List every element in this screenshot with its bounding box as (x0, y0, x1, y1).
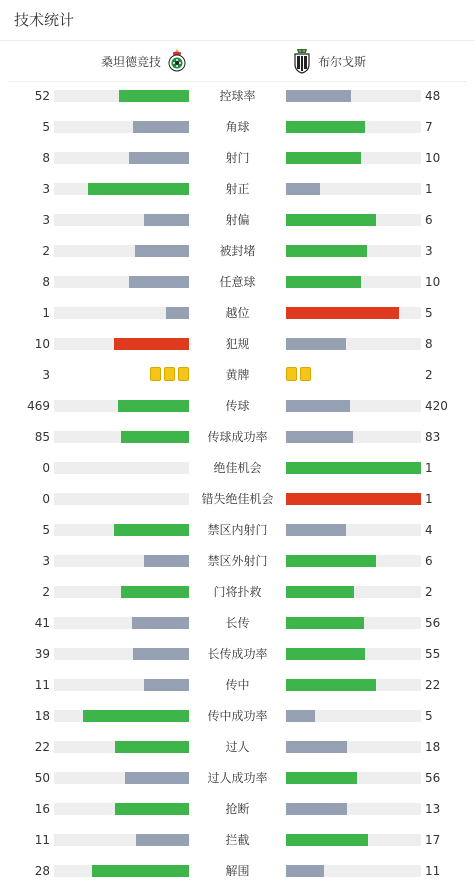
home-stat-bar (118, 400, 189, 412)
stat-label: 拦截 (225, 833, 250, 847)
home-stat-value: 3 (42, 182, 50, 196)
home-stat-bar-track (54, 338, 189, 350)
home-stat-bar-track (54, 121, 189, 133)
away-team[interactable] (292, 41, 366, 81)
home-stat-bar (133, 121, 189, 133)
home-stat-bar-track (54, 400, 189, 412)
away-stat-bar (286, 214, 376, 226)
away-stat-value: 55 (425, 647, 441, 661)
burgos-crest-icon (292, 48, 312, 74)
stat-row (0, 639, 475, 670)
away-team-name: 布尔戈斯 (318, 54, 367, 69)
stat-row (0, 360, 475, 391)
away-stat-bar (286, 462, 421, 474)
away-stat-bar-track (286, 803, 421, 815)
away-stat-bar-track (286, 834, 421, 846)
stat-row (0, 329, 475, 360)
away-stat-bar (286, 276, 361, 288)
home-stat-bar (144, 214, 189, 226)
away-stat-value: 2 (425, 368, 433, 382)
stat-label: 解围 (225, 864, 250, 878)
away-stat-bar (286, 152, 361, 164)
away-stat-bar (286, 338, 346, 350)
home-stat-bar (136, 834, 189, 846)
stat-row (0, 236, 475, 267)
home-stat-value: 52 (34, 89, 50, 103)
yellow-card-icon (150, 367, 161, 381)
away-stat-value: 56 (425, 771, 441, 785)
away-stat-value: 5 (425, 306, 433, 320)
stat-label: 射门 (225, 151, 250, 165)
stats-table (0, 81, 475, 887)
away-stat-value: 22 (425, 678, 441, 692)
away-stat-value: 18 (425, 740, 441, 754)
stat-label: 过人 (225, 740, 250, 754)
away-stat-value: 13 (425, 802, 441, 816)
stat-label: 禁区外射门 (207, 554, 268, 568)
away-stat-bar (286, 741, 347, 753)
home-stat-bar-track (54, 245, 189, 257)
home-stat-value: 5 (42, 120, 50, 134)
away-stat-value: 10 (425, 275, 441, 289)
home-stat-value: 18 (34, 709, 50, 723)
racing-santander-crest-icon (167, 48, 187, 74)
away-stat-value: 5 (425, 709, 433, 723)
away-stat-value: 83 (425, 430, 441, 444)
stat-row (0, 205, 475, 236)
stat-row (0, 143, 475, 174)
away-stat-value: 420 (425, 399, 448, 413)
home-stat-bar-track (54, 431, 189, 443)
away-stat-value: 7 (425, 120, 433, 134)
away-stat-bar-track (286, 710, 421, 722)
stat-row (0, 515, 475, 546)
home-stat-bar-track (54, 555, 189, 567)
stat-label: 被封堵 (219, 244, 256, 258)
stat-label: 犯规 (225, 337, 250, 351)
home-stat-bar-track (54, 493, 189, 505)
away-stat-bar (286, 121, 365, 133)
home-stat-bar-track (54, 586, 189, 598)
home-stat-bar (144, 555, 189, 567)
away-yellow-cards (286, 367, 311, 381)
away-stat-bar-track (286, 462, 421, 474)
page-title: 技术统计 (14, 11, 75, 29)
stat-row (0, 577, 475, 608)
away-stat-bar (286, 834, 368, 846)
home-stat-bar (129, 152, 189, 164)
home-stat-bar (114, 524, 189, 536)
away-stat-value: 6 (425, 213, 433, 227)
away-stat-bar-track (286, 276, 421, 288)
stat-row (0, 81, 475, 112)
home-stat-bar (88, 183, 189, 195)
stat-row (0, 298, 475, 329)
home-stat-bar (114, 338, 189, 350)
home-stat-value: 5 (42, 523, 50, 537)
home-stat-bar-track (54, 648, 189, 660)
away-stat-bar-track (286, 307, 421, 319)
home-stat-value: 11 (34, 833, 50, 847)
stat-label: 角球 (225, 120, 250, 134)
stat-row (0, 794, 475, 825)
home-stat-value: 469 (27, 399, 50, 413)
home-stat-value: 1 (42, 306, 50, 320)
away-stat-value: 8 (425, 337, 433, 351)
stat-label: 黄牌 (225, 368, 250, 382)
stat-row (0, 763, 475, 794)
away-stat-bar-track (286, 338, 421, 350)
stat-row (0, 701, 475, 732)
home-stat-value: 2 (42, 244, 50, 258)
stat-label: 抢断 (225, 802, 250, 816)
stat-label: 过人成功率 (207, 771, 268, 785)
home-stat-bar-track (54, 90, 189, 102)
away-stat-bar-track (286, 865, 421, 877)
home-stat-bar-track (54, 865, 189, 877)
away-stat-bar (286, 90, 351, 102)
home-stat-bar (133, 648, 189, 660)
away-stat-bar-track (286, 214, 421, 226)
home-stat-value: 10 (34, 337, 50, 351)
away-stat-value: 2 (425, 585, 433, 599)
away-stat-bar (286, 865, 324, 877)
stat-row (0, 174, 475, 205)
away-stat-value: 4 (425, 523, 433, 537)
away-stat-bar (286, 431, 353, 443)
away-stat-bar (286, 679, 376, 691)
away-stat-value: 1 (425, 182, 433, 196)
stat-label: 传球成功率 (207, 430, 268, 444)
stat-row (0, 825, 475, 856)
away-stat-value: 10 (425, 151, 441, 165)
away-stat-bar-track (286, 679, 421, 691)
home-stat-value: 28 (34, 864, 50, 878)
home-stat-bar (115, 741, 189, 753)
stat-row (0, 732, 475, 763)
team-header (8, 41, 467, 82)
home-team-name: 桑坦德竞技 (100, 54, 161, 69)
home-stat-bar-track (54, 183, 189, 195)
away-stat-bar-track (286, 586, 421, 598)
away-stat-bar (286, 400, 350, 412)
stat-label: 射正 (225, 182, 250, 196)
home-stat-bar-track (54, 524, 189, 536)
home-stat-bar-track (54, 152, 189, 164)
home-team[interactable] (101, 41, 187, 81)
home-stat-bar (166, 307, 189, 319)
stat-label: 传球 (225, 399, 250, 413)
away-stat-value: 11 (425, 864, 441, 878)
home-stat-value: 22 (34, 740, 50, 754)
home-stat-bar (115, 803, 189, 815)
away-stat-bar (286, 307, 399, 319)
stat-row (0, 267, 475, 298)
away-stat-bar-track (286, 245, 421, 257)
home-stat-value: 8 (42, 151, 50, 165)
home-stat-bar-track (54, 834, 189, 846)
stat-label: 任意球 (219, 275, 256, 289)
home-stat-bar-track (54, 214, 189, 226)
away-stat-bar (286, 617, 364, 629)
home-stat-value: 50 (34, 771, 50, 785)
stat-label: 禁区内射门 (207, 523, 268, 537)
home-stat-bar-track (54, 462, 189, 474)
stat-row (0, 112, 475, 143)
home-stat-value: 41 (34, 616, 50, 630)
home-stat-bar (129, 276, 189, 288)
stat-row (0, 391, 475, 422)
away-stat-bar-track (286, 183, 421, 195)
home-stat-bar-track (54, 679, 189, 691)
stat-label: 长传 (225, 616, 250, 630)
home-stat-value: 0 (42, 461, 50, 475)
away-stat-bar-track (286, 524, 421, 536)
home-stat-value: 8 (42, 275, 50, 289)
home-stat-bar (121, 586, 189, 598)
home-stat-value: 3 (42, 554, 50, 568)
stat-label: 越位 (225, 306, 250, 320)
home-stat-bar (92, 865, 189, 877)
home-stat-value: 11 (34, 678, 50, 692)
away-stat-bar (286, 493, 421, 505)
away-stat-value: 3 (425, 244, 433, 258)
stat-label: 控球率 (219, 89, 256, 103)
home-stat-value: 0 (42, 492, 50, 506)
home-stat-bar (83, 710, 189, 722)
away-stat-value: 17 (425, 833, 441, 847)
home-stat-bar-track (54, 803, 189, 815)
stat-label: 门将扑救 (213, 585, 262, 599)
away-stat-bar (286, 648, 365, 660)
away-stat-bar-track (286, 431, 421, 443)
home-stat-bar (132, 617, 189, 629)
away-stat-bar-track (286, 648, 421, 660)
home-stat-bar (135, 245, 189, 257)
stat-label: 传中成功率 (207, 709, 268, 723)
away-stat-bar-track (286, 617, 421, 629)
stat-label: 长传成功率 (207, 647, 268, 661)
away-stat-bar (286, 245, 367, 257)
home-stat-bar (119, 90, 189, 102)
away-stat-bar (286, 183, 320, 195)
home-stat-bar-track (54, 276, 189, 288)
stat-label: 射偏 (225, 213, 250, 227)
home-stat-value: 16 (34, 802, 50, 816)
home-stat-bar (125, 772, 189, 784)
away-stat-bar-track (286, 152, 421, 164)
home-stat-bar-track (54, 617, 189, 629)
away-stat-bar (286, 524, 346, 536)
stat-row (0, 453, 475, 484)
home-stat-bar (144, 679, 189, 691)
stat-row (0, 422, 475, 453)
away-stat-value: 6 (425, 554, 433, 568)
stat-row (0, 484, 475, 515)
home-stat-value: 3 (42, 213, 50, 227)
away-stat-bar (286, 803, 347, 815)
yellow-card-icon (286, 367, 297, 381)
stat-row (0, 546, 475, 577)
home-stat-bar-track (54, 772, 189, 784)
stat-label: 错失绝佳机会 (201, 492, 274, 506)
home-yellow-cards (150, 367, 189, 381)
away-stat-bar-track (286, 400, 421, 412)
yellow-card-icon (300, 367, 311, 381)
home-stat-value: 2 (42, 585, 50, 599)
away-stat-bar-track (286, 772, 421, 784)
home-stat-bar-track (54, 741, 189, 753)
away-stat-bar-track (286, 493, 421, 505)
home-stat-value: 3 (42, 368, 50, 382)
away-stat-value: 56 (425, 616, 441, 630)
away-stat-value: 48 (425, 89, 441, 103)
away-stat-bar (286, 586, 354, 598)
stat-row (0, 670, 475, 701)
away-stat-bar-track (286, 555, 421, 567)
stat-row (0, 856, 475, 887)
away-stat-bar-track (286, 741, 421, 753)
away-stat-value: 1 (425, 492, 433, 506)
away-stat-bar-track (286, 90, 421, 102)
away-stat-bar (286, 772, 357, 784)
away-stat-bar-track (286, 121, 421, 133)
yellow-card-icon (178, 367, 189, 381)
home-stat-value: 85 (34, 430, 50, 444)
home-stat-bar (121, 431, 189, 443)
stat-row (0, 608, 475, 639)
home-stat-value: 39 (34, 647, 50, 661)
away-stat-value: 1 (425, 461, 433, 475)
home-stat-bar-track (54, 710, 189, 722)
yellow-card-icon (164, 367, 175, 381)
away-stat-bar (286, 710, 315, 722)
stat-label: 传中 (225, 678, 250, 692)
away-stat-bar (286, 555, 376, 567)
stat-label: 绝佳机会 (213, 461, 262, 475)
home-stat-bar-track (54, 307, 189, 319)
